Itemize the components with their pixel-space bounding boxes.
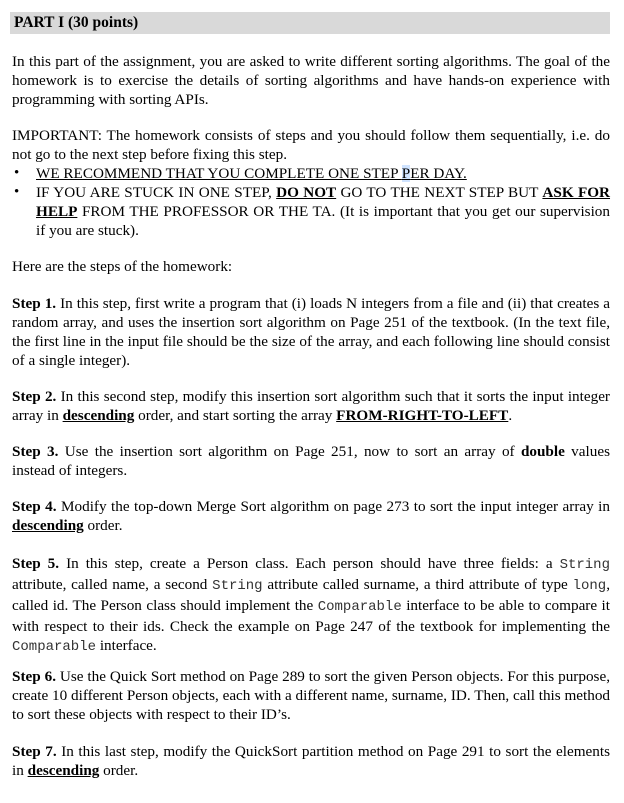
step-text-a: In this step, create a Person class. Each person should have three fields: a: [59, 555, 560, 572]
step-1: [12, 294, 610, 370]
string-code: String: [212, 578, 263, 594]
step-text-b: order.: [99, 762, 139, 779]
text-cursor-highlight: P: [401, 165, 411, 182]
step-text-a: In this second step, modify this insertion sort algorithm such that it sorts the input integer array in: [12, 388, 610, 424]
step-2: [12, 387, 610, 425]
recommendation-list: [12, 164, 610, 240]
comparable-code: Comparable: [317, 599, 402, 615]
step-label: Step 2.: [12, 388, 57, 405]
steps-intro: Here are the steps of the homework:: [12, 258, 233, 275]
stuck-text-c: FROM THE PROFESSOR OR THE TA. (It is important that you get our supervision if you are stuck).: [36, 203, 610, 239]
descending-emphasis: descending: [12, 517, 84, 534]
ask-for-help-emphasis: ASK FOR HELP: [36, 184, 611, 220]
step-5: [12, 554, 610, 657]
stuck-text-b: GO TO THE NEXT STEP BUT: [336, 184, 543, 201]
step-text-c: attribute called surname, a third attribute of type: [262, 576, 573, 593]
step-text-e: interface to be able to compare it with respect to their ids. Check the example on Page 247 of the textbook for implementing the: [12, 597, 610, 635]
step-text-f: interface.: [96, 637, 157, 654]
bullet-stuck: [12, 183, 610, 240]
do-not-emphasis: DO NOT: [276, 184, 337, 201]
step-label: Step 3.: [12, 443, 59, 460]
step-text-a: In this last step, modify the QuickSort partition method on Page 291 to sort the elements in: [12, 743, 610, 779]
long-code: long: [572, 578, 607, 594]
bullet-icon: •: [14, 184, 20, 200]
bullet-icon: •: [14, 165, 20, 181]
recommend-text-b: ER DAY.: [410, 165, 467, 182]
step-text-a: Modify the top-down Merge Sort algorithm on page 273 to sort the input integer array in: [56, 498, 610, 515]
descending-emphasis: descending: [27, 762, 100, 779]
recommend-text: [36, 165, 467, 182]
step-text-b: order.: [83, 517, 123, 534]
comparable-code: Comparable: [12, 639, 97, 655]
string-code: String: [559, 557, 610, 573]
step-label: Step 1.: [12, 295, 57, 312]
step-label: Step 5.: [12, 555, 60, 572]
descending-emphasis: descending: [62, 407, 135, 424]
intro-paragraph: In this part of the assignment, you are asked to write different sorting algorithms. The goal of the homework is to exercise the details of sorting algorithms and have hands-on experience with programming with sorting APIs.: [12, 53, 610, 108]
step-6: [12, 667, 610, 724]
step-text-a: Use the insertion sort algorithm on Page 251, now to sort an array of: [58, 443, 521, 460]
step-text: Use the Quick Sort method on Page 289 to sort the given Person objects. For this purpose, create 10 different Person objects, each with a different name, surname, ID. Then, call this method to sort these objects with respect to their ID’s.: [12, 668, 611, 723]
step-text-b: values instead of integers.: [12, 443, 610, 479]
step-3: [12, 442, 610, 480]
step-text-b: order, and start sorting the array: [134, 407, 337, 424]
step-text-b: attribute, called name, a second: [12, 576, 213, 593]
step-label: Step 7.: [12, 743, 57, 760]
step-text-c: .: [508, 407, 513, 424]
important-paragraph: IMPORTANT: The homework consists of steps and you should follow them sequentially, i.e. do not go to the next step before fixing this step.: [12, 127, 610, 163]
step-4: [12, 497, 610, 535]
step-7: [12, 742, 610, 780]
part-header: PART I (30 points): [10, 12, 610, 34]
step-label: Step 4.: [12, 498, 57, 515]
right-to-left-emphasis: FROM-RIGHT-TO-LEFT: [336, 407, 509, 424]
step-text: In this step, first write a program that (i) loads N integers from a file and (ii) that creates a random array, and uses the insertion sort algorithm on Page 251 of the textbook. (In the text file, the first line in the input file should be the size of the array, and each following line should consist of a single integer).: [12, 295, 610, 369]
stuck-text-a: IF YOU ARE STUCK IN ONE STEP,: [36, 184, 277, 201]
step-label: Step 6.: [12, 668, 56, 685]
double-emphasis: double: [520, 443, 565, 460]
recommend-text-a: WE RECOMMEND THAT YOU COMPLETE ONE STEP: [36, 165, 402, 182]
bullet-recommend: [12, 164, 610, 183]
step-text-d: , called id. The Person class should implement the: [12, 576, 610, 614]
